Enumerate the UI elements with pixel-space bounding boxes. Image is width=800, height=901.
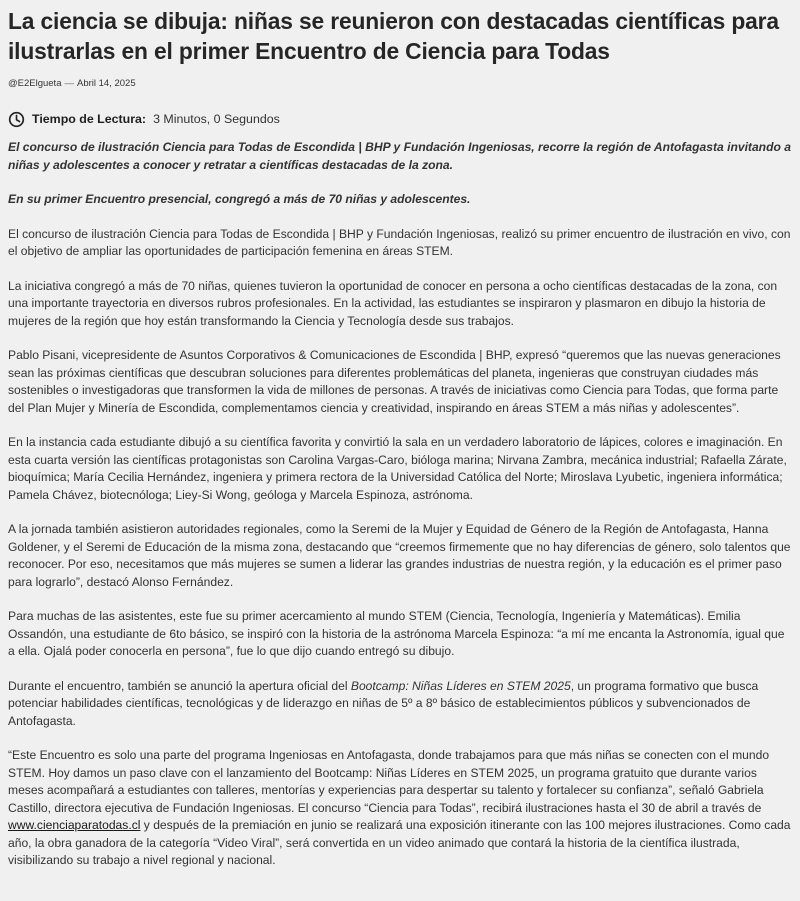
reading-time-label: Tiempo de Lectura:	[32, 112, 147, 126]
reading-time-value: 3 Minutos, 0 Segundos	[153, 112, 280, 126]
lead-paragraph: El concurso de ilustración Ciencia para Todas de Escondida | BHP y Fundación Ingeniosas, recorre la región de Antofagasta invitando a niñas y adolescentes a conocer y retratar a científicas destacadas de la zona.	[8, 140, 791, 172]
meta-separator: —	[64, 78, 74, 89]
body-paragraph: La iniciativa congregó a más de 70 niñas, quienes tuvieron la oportunidad de conocer en persona a ocho científicas destacadas de la zona, con una importante trayectoria en diversos rubros profesionales. En la actividad, las estudiantes se inspiraron y plasmaron en dibujo la historia de mujeres de la región que hoy están transformando la Ciencia y Tecnología desde sus trabajos.	[8, 278, 778, 328]
bootcamp-text-after: , un programa formativo que busca potenciar habilidades científicas, tecnológicas y de liderazgo en niñas de 5º a 8º básico de establecimientos públicos y subvencionados de Antofagasta.	[8, 678, 759, 728]
cienciaparatodas-link[interactable]: www.cienciaparatodas.cl	[8, 818, 141, 832]
body-paragraph: En la instancia cada estudiante dibujó a su científica favorita y convirtió la sala en un verdadero laboratorio de lápices, colores e imaginación. En esta cuarta versión las científicas protagonistas son Carolina Vargas-Caro, bióloga marina; Nirvana Zambra, mecánica industrial; Rafaella Zárate, bioquímica; María Cecilia Hernández, ingeniera y primera rectora de la Universidad Católica del Norte; Miroslava Lyubetic, ingeniera informática; Pamela Chávez, biotecnóloga; Liey-Si Wong, geóloga y Marcela Espinoza, astrónoma.	[8, 435, 787, 502]
closing-paragraph	[8, 747, 792, 870]
closing-text-after: y después de la premiación en junio se realizará una exposición itinerante con las 100 mejores ilustraciones. Como cada año, la obra ganadora de la categoría “Video Viral”, será convertida en un video animado que contará la historia de la científica ilustrada, visibilizando su trabajo a nivel regional y nacional.	[8, 818, 791, 867]
body-paragraph: El concurso de ilustración Ciencia para Todas de Escondida | BHP y Fundación Ingeniosas, realizó su primer encuentro de ilustración en vivo, con el objetivo de ampliar las oportunidades de participación femenina en áreas STEM.	[8, 226, 791, 258]
body-paragraph: Pablo Pisani, vicepresidente de Asuntos Corporativos & Comunicaciones de Escondida | BHP, expresó “queremos que las nuevas generaciones sean las próximas científicas que descubran soluciones para diferentes problemáticas del planeta, ingenieras que construyan ciudades más sostenibles o investigadoras que transformen la vida de millones de personas. A través de iniciativas como Ciencia para Todas, que forma parte del Plan Mujer y Minería de Escondida, complementamos ciencia y creatividad, inspirando en áreas STEM a más niñas y adolescentes”.	[8, 348, 781, 415]
article-meta	[8, 78, 792, 91]
lead-paragraph: En su primer Encuentro presencial, congregó a más de 70 niñas y adolescentes.	[8, 192, 471, 206]
article-title: La ciencia se dibuja: niñas se reunieron con destacadas científicas para ilustrarlas en el primer Encuentro de Ciencia para Todas	[8, 8, 779, 64]
publish-date: Abril 14, 2025	[76, 78, 136, 89]
bootcamp-name: Bootcamp: Niñas Líderes en STEM 2025	[350, 678, 571, 693]
clock-icon	[8, 111, 25, 128]
author-link[interactable]: @E2Elgueta	[8, 78, 62, 89]
bootcamp-paragraph	[8, 678, 792, 731]
body-paragraph: A la jornada también asistieron autoridades regionales, como la Seremi de la Mujer y Equidad de Género de la Región de Antofagasta, Hanna Goldener, y el Seremi de Educación de la misma zona, destacando que “creemos firmemente que no hay diferencias de género, solo talentos que reconocer. Por eso, necesitamos que más mujeres se sumen a liderar las grandes industrias de nuestra región, y la educación es el primer paso para lograrlo”, destacó Alonso Fernández.	[8, 522, 791, 589]
body-paragraph: Para muchas de las asistentes, este fue su primer acercamiento al mundo STEM (Ciencia, Tecnología, Ingeniería y Matemáticas). Emilia Ossandón, una estudiante de 6to básico, se inspiró con la historia de la astrónoma Marcela Espinoza: “a mí me encanta la Astronomía, igual que a ella. Ojalá poder conocerla en persona”, fue lo que dijo cuando entregó su dibujo.	[8, 609, 785, 658]
bootcamp-text-before: Durante el encuentro, también se anunció la apertura oficial del	[8, 678, 351, 693]
reading-time	[8, 109, 792, 129]
closing-text-before: “Este Encuentro es solo una parte del programa Ingeniosas en Antofagasta, donde trabajamos para que más niñas se conecten con el mundo STEM. Hoy damos un paso clave con el lanzamiento del Bootcamp: Niñas Líderes en STEM 2025, un programa gratuito que durante varios meses acompañará a estudiantes con talleres, mentorías y experiencias para despertar su talento y fortalecer su confianza”, señaló Gabriela Castillo, directora ejecutiva de Fundación Ingeniosas. El concurso “Ciencia para Todas”, recibirá ilustraciones hasta el 30 de abril a través de	[8, 748, 770, 815]
